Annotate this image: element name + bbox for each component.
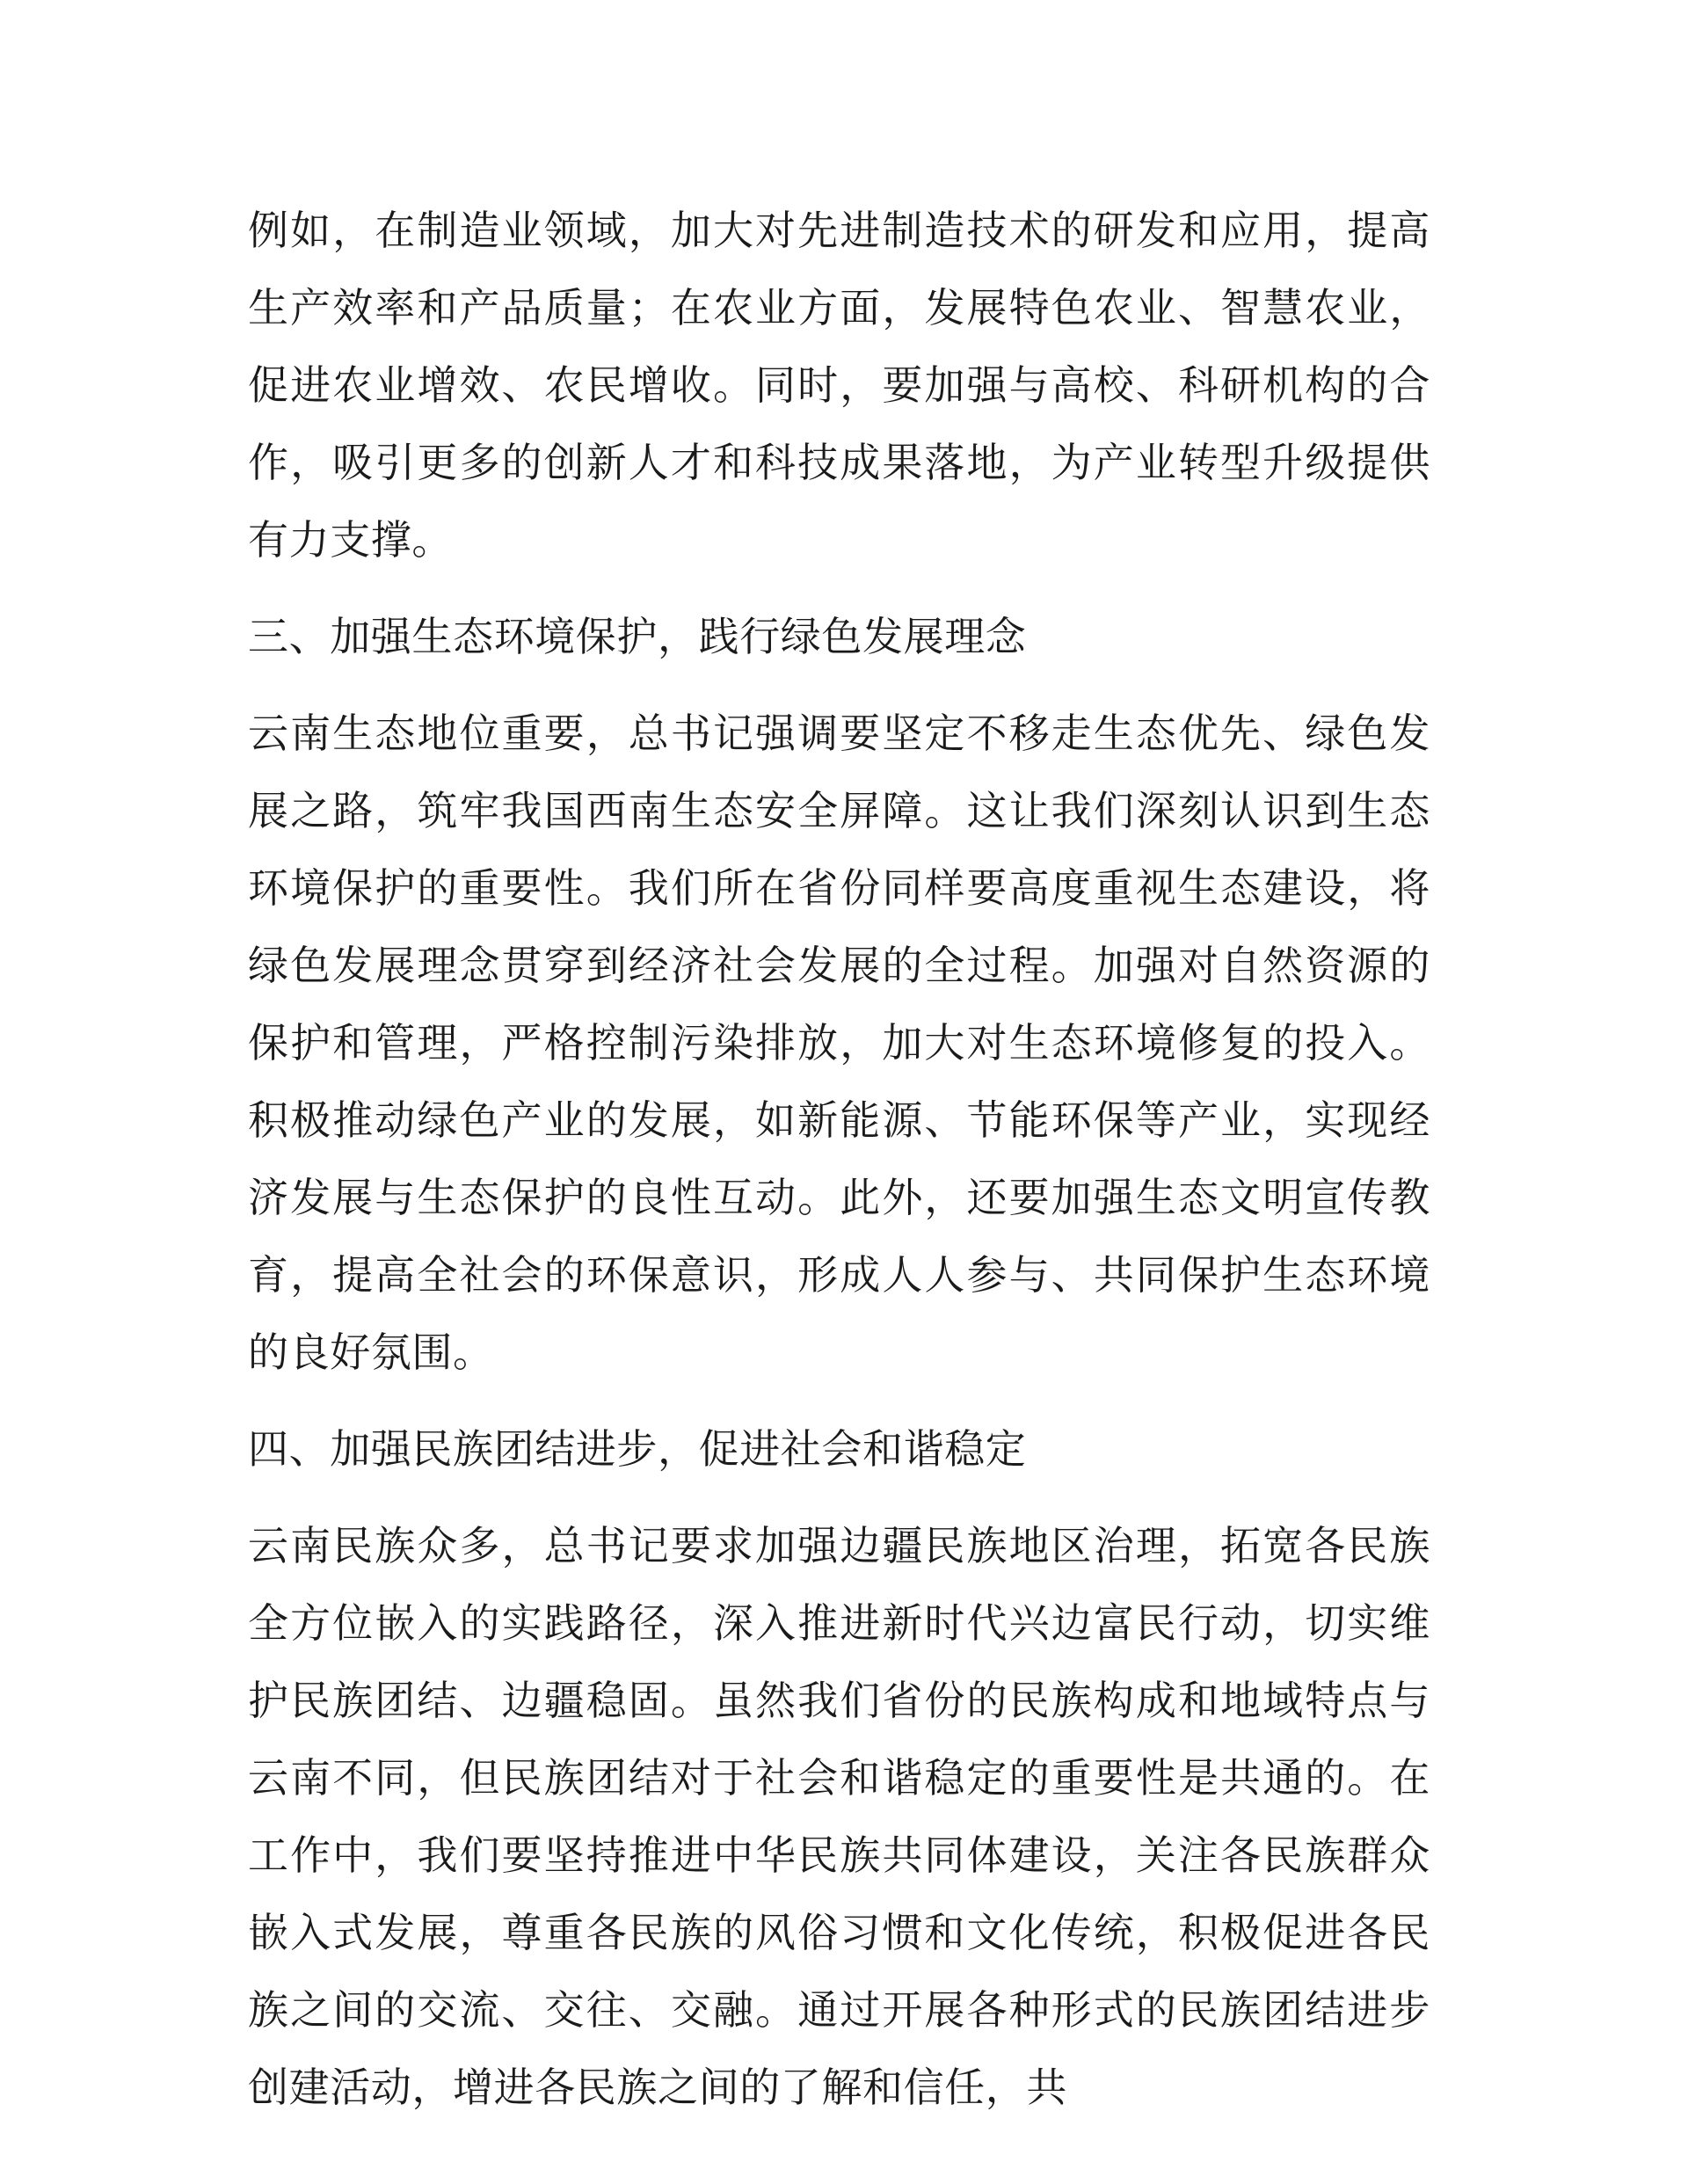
body-paragraph: 云南生态地位重要，总书记强调要坚定不移走生态优先、绿色发展之路，筑牢我国西南生态安全屏障。这让我们深刻认识到生态环境保护的重要性。我们所在省份同样要高度重视生态建设，将绿色发展理念贯穿到经济社会发展的全过程。加强对自然资源的保护和管理，严格控制污染排放，加大对生态环境修复的投入。积极推动绿色产业的发展，如新能源、节能环保等产业，实现经济发展与生态保护的良性互动。此外，还要加强生态文明宣传教育，提高全社会的环保意识，形成人人参与、共同保护生态环境的良好氛围。 (248, 710, 1430, 1376)
body-paragraph: 例如，在制造业领域，加大对先进制造技术的研发和应用，提高生产效率和产品质量；在农业方面，发展特色农业、智慧农业，促进农业增效、农民增收。同时，要加强与高校、科研机构的合作，吸引更多的创新人才和科技成果落地，为产业转型升级提供有力支撑。 (248, 207, 1430, 564)
body-paragraph: 云南民族众多，总书记要求加强边疆民族地区治理，拓宽各民族全方位嵌入的实践路径，深入推进新时代兴边富民行动，切实维护民族团结、边疆稳固。虽然我们省份的民族构成和地域特点与云南不同，但民族团结对于社会和谐稳定的重要性是共通的。在工作中，我们要坚持推进中华民族共同体建设，关注各民族群众嵌入式发展，尊重各民族的风俗习惯和文化传统，积极促进各民族之间的交流、交往、交融。通过开展各种形式的民族团结进步创建活动，增进各民族之间的了解和信任，共 (248, 1522, 1430, 2111)
section-heading: 三、加强生态环境保护，践行绿色发展理念 (248, 613, 1027, 660)
document-page (248, 192, 1430, 2145)
section-heading: 四、加强民族团结进步，促进社会和谐稳定 (248, 1425, 1027, 1473)
